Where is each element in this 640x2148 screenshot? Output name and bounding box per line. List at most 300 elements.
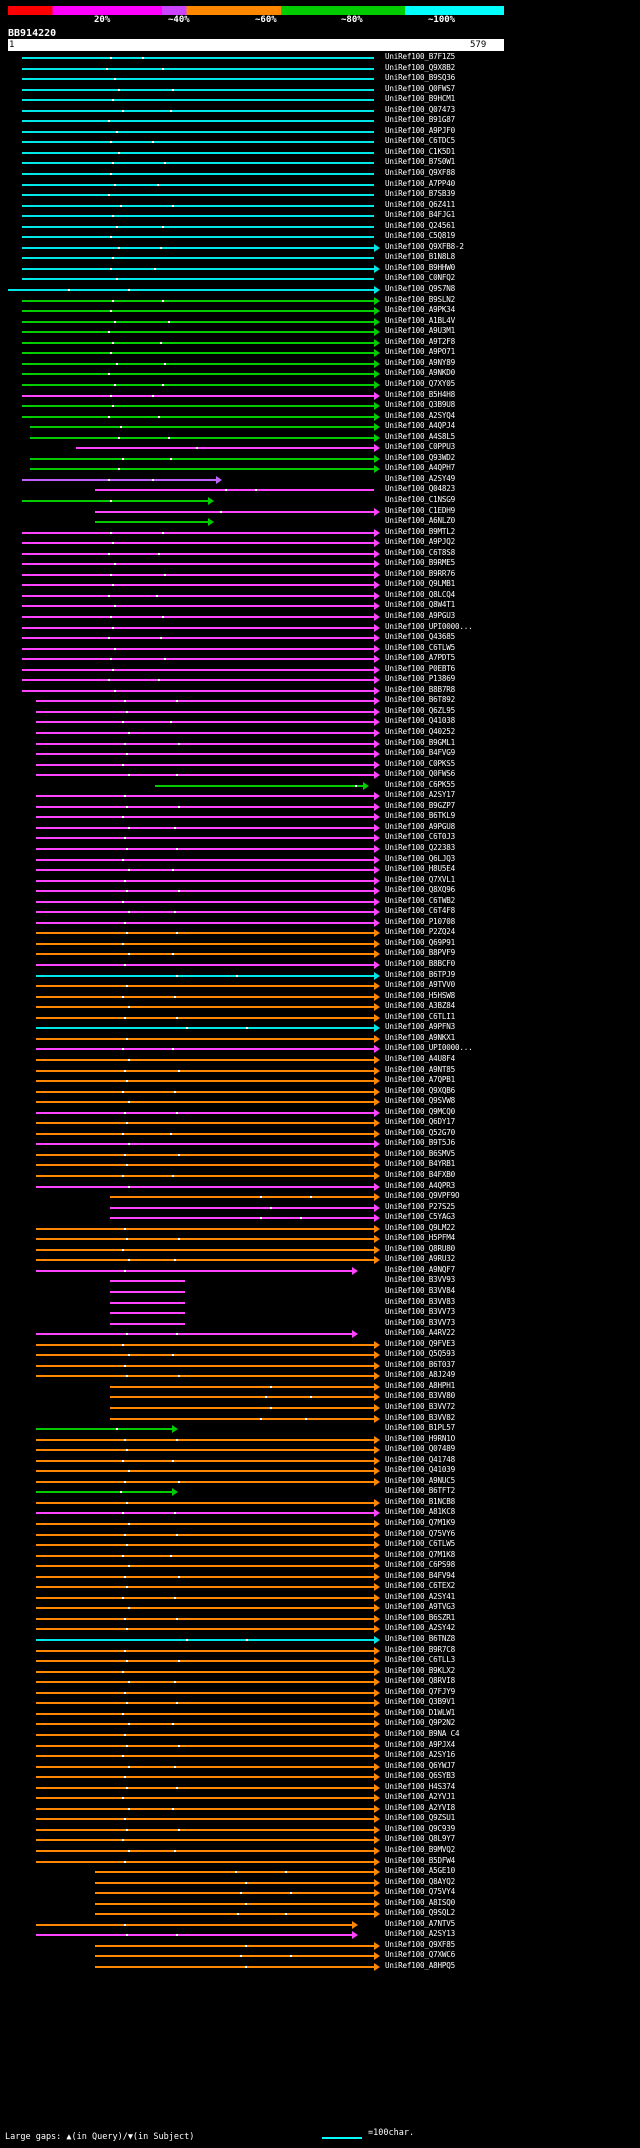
hit-bar[interactable] [36,1259,374,1261]
hit-bar[interactable] [36,1112,374,1114]
hit-label[interactable]: UniRef100_B9KLX2 [385,1665,455,1675]
hit-row[interactable] [0,739,640,750]
hit-bar[interactable] [36,880,374,882]
hit-label[interactable]: UniRef100_A9TVV0 [385,980,455,990]
hit-row[interactable] [0,1150,640,1161]
hit-row[interactable] [0,1951,640,1962]
hit-row[interactable] [0,1087,640,1098]
hit-label[interactable]: UniRef100_B4FV94 [385,1570,455,1580]
hit-row[interactable] [0,1741,640,1752]
hit-label[interactable]: UniRef100_Q9XQB6 [385,1085,455,1095]
hit-bar[interactable] [36,1829,374,1831]
hit-label[interactable]: UniRef100_A7QPB1 [385,1075,455,1085]
hit-row[interactable] [0,823,640,834]
hit-row[interactable] [0,760,640,771]
hit-row[interactable] [0,1371,640,1382]
hit-label[interactable]: UniRef100_A9PO71 [385,347,455,357]
hit-row[interactable] [0,169,640,180]
hit-row[interactable] [0,981,640,992]
hit-row[interactable] [0,1930,640,1941]
hit-label[interactable]: UniRef100_H9RN1O [385,1433,455,1443]
hit-label[interactable]: UniRef100_A8ISQ0 [385,1897,455,1907]
hit-label[interactable]: UniRef100_Q07489 [385,1444,455,1454]
hit-bar[interactable] [36,721,374,723]
hit-row[interactable] [0,496,640,507]
hit-label[interactable]: UniRef100_Q41039 [385,1465,455,1475]
hit-row[interactable] [0,1688,640,1699]
hit-bar[interactable] [22,331,374,333]
hit-label[interactable]: UniRef100_A9T2F8 [385,336,455,346]
hit-bar[interactable] [36,1818,374,1820]
hit-row[interactable] [0,1445,640,1456]
hit-label[interactable]: UniRef100_C5YAG3 [385,1212,455,1222]
hit-row[interactable] [0,1182,640,1193]
hit-label[interactable]: UniRef100_Q5Q593 [385,1349,455,1359]
hit-bar[interactable] [36,1470,374,1472]
hit-label[interactable]: UniRef100_Q43685 [385,632,455,642]
hit-row[interactable] [0,1224,640,1235]
hit-row[interactable] [0,190,640,201]
hit-label[interactable]: UniRef100_B5H4H8 [385,389,455,399]
hit-bar[interactable] [36,1175,374,1177]
hit-row[interactable] [0,1403,640,1414]
hit-bar[interactable] [36,1502,374,1504]
hit-bar[interactable] [155,785,363,787]
hit-bar[interactable] [36,774,374,776]
hit-label[interactable]: UniRef100_B1N8L8 [385,252,455,262]
hit-row[interactable] [0,74,640,85]
hit-row[interactable] [0,1624,640,1635]
hit-bar[interactable] [36,1797,374,1799]
hit-bar[interactable] [36,901,374,903]
hit-bar[interactable] [36,1544,374,1546]
hit-row[interactable] [0,897,640,908]
hit-bar[interactable] [36,1270,352,1272]
hit-label[interactable]: UniRef100_B3VV93 [385,1275,455,1285]
hit-row[interactable] [0,1519,640,1530]
hit-bar[interactable] [36,1101,374,1103]
hit-label[interactable]: UniRef100_C6T4F8 [385,906,455,916]
hit-label[interactable]: UniRef100_Q9VPF9O [385,1191,460,1201]
hit-label[interactable]: UniRef100_C1NSG9 [385,494,455,504]
hit-bar[interactable] [22,300,374,302]
hit-bar[interactable] [36,1512,374,1514]
hit-label[interactable]: UniRef100_Q9MCQ0 [385,1106,455,1116]
hit-bar[interactable] [36,859,374,861]
hit-row[interactable] [0,53,640,64]
hit-bar[interactable] [36,985,374,987]
hit-row[interactable] [0,791,640,802]
hit-bar[interactable] [110,1280,185,1282]
hit-label[interactable]: UniRef100_B5DFW4 [385,1855,455,1865]
hit-row[interactable] [0,1572,640,1583]
hit-bar[interactable] [22,479,216,481]
hit-label[interactable]: UniRef100_A9PFN3 [385,1022,455,1032]
hit-bar[interactable] [36,1618,374,1620]
hit-label[interactable]: UniRef100_B1PL57 [385,1423,455,1433]
hit-row[interactable] [0,401,640,412]
hit-label[interactable]: UniRef100_Q7XVL1 [385,874,455,884]
hit-label[interactable]: UniRef100_B6T037 [385,1359,455,1369]
hit-row[interactable] [0,949,640,960]
hit-bar[interactable] [22,278,374,280]
hit-label[interactable]: UniRef100_A9NKX1 [385,1032,455,1042]
hit-row[interactable] [0,928,640,939]
hit-label[interactable]: UniRef100_B3VV73 [385,1307,455,1317]
hit-bar[interactable] [22,215,374,217]
hit-bar[interactable] [22,194,374,196]
hit-bar[interactable] [22,679,374,681]
hit-row[interactable] [0,106,640,117]
hit-bar[interactable] [36,1491,172,1493]
hit-row[interactable] [0,844,640,855]
hit-bar[interactable] [22,658,374,660]
hit-bar[interactable] [36,1787,374,1789]
hit-row[interactable] [0,1530,640,1541]
hit-bar[interactable] [22,595,374,597]
hit-label[interactable]: UniRef100_A9NKD0 [385,368,455,378]
hit-label[interactable]: UniRef100_Q9LMB1 [385,579,455,589]
hit-bar[interactable] [36,827,374,829]
hit-bar[interactable] [22,321,374,323]
hit-row[interactable] [0,380,640,391]
hit-bar[interactable] [110,1312,185,1314]
hit-bar[interactable] [36,1428,172,1430]
hit-label[interactable]: UniRef100_Q7FJY9 [385,1686,455,1696]
hit-label[interactable]: UniRef100_B7SB39 [385,189,455,199]
hit-bar[interactable] [22,268,374,270]
hit-label[interactable]: UniRef100_C5Q819 [385,231,455,241]
hit-bar[interactable] [22,690,374,692]
hit-bar[interactable] [36,943,374,945]
hit-bar[interactable] [36,732,374,734]
hit-row[interactable] [0,285,640,296]
hit-row[interactable] [0,1846,640,1857]
hit-row[interactable] [0,1203,640,1214]
hit-row[interactable] [0,1551,640,1562]
hit-bar[interactable] [22,236,374,238]
hit-label[interactable]: UniRef100_C6TDC5 [385,136,455,146]
hit-label[interactable]: UniRef100_A6NLZ0 [385,516,455,526]
hit-label[interactable]: UniRef100_Q8RU80 [385,1243,455,1253]
hit-bar[interactable] [22,669,374,671]
hit-bar[interactable] [36,1164,374,1166]
hit-row[interactable] [0,855,640,866]
hit-bar[interactable] [22,173,374,175]
hit-label[interactable]: UniRef100_A9PJF0 [385,125,455,135]
hit-label[interactable]: UniRef100_Q8AYQ2 [385,1876,455,1886]
hit-row[interactable] [0,127,640,138]
hit-bar[interactable] [30,437,374,439]
hit-bar[interactable] [22,373,374,375]
hit-bar[interactable] [22,342,374,344]
hit-bar[interactable] [22,110,374,112]
hit-label[interactable]: UniRef100_A9PJX4 [385,1739,455,1749]
hit-row[interactable] [0,1751,640,1762]
hit-row[interactable] [0,1350,640,1361]
hit-label[interactable]: UniRef100_Q0FWS7 [385,83,455,93]
hit-bar[interactable] [22,57,374,59]
hit-bar[interactable] [22,416,374,418]
hit-row[interactable] [0,137,640,148]
hit-row[interactable] [0,1962,640,1973]
hit-label[interactable]: UniRef100_Q24561 [385,220,455,230]
hit-row[interactable] [0,1076,640,1087]
hit-row[interactable] [0,201,640,212]
hit-bar[interactable] [36,1660,374,1662]
hit-row[interactable] [0,422,640,433]
hit-row[interactable] [0,348,640,359]
hit-label[interactable]: UniRef100_Q07473 [385,104,455,114]
hit-row[interactable] [0,1614,640,1625]
hit-row[interactable] [0,665,640,676]
hit-row[interactable] [0,475,640,486]
hit-bar[interactable] [22,542,374,544]
hit-label[interactable]: UniRef100_A2SY41 [385,1591,455,1601]
hit-row[interactable] [0,1867,640,1878]
hit-row[interactable] [0,1456,640,1467]
hit-label[interactable]: UniRef100_Q8LCQ4 [385,589,455,599]
hit-label[interactable]: UniRef100_A9NT85 [385,1064,455,1074]
hit-bar[interactable] [36,1681,374,1683]
hit-bar[interactable] [36,1375,374,1377]
hit-bar[interactable] [36,1934,352,1936]
hit-bar[interactable] [36,1333,352,1335]
hit-bar[interactable] [36,1565,374,1567]
hit-bar[interactable] [36,932,374,934]
hit-row[interactable] [0,907,640,918]
hit-label[interactable]: UniRef100_B9MVQ2 [385,1844,455,1854]
hit-row[interactable] [0,180,640,191]
hit-bar[interactable] [36,1713,374,1715]
hit-row[interactable] [0,1593,640,1604]
hit-bar[interactable] [22,162,374,164]
hit-bar[interactable] [95,1882,374,1884]
hit-bar[interactable] [36,1555,374,1557]
hit-bar[interactable] [95,1966,374,1968]
hit-row[interactable] [0,812,640,823]
hit-bar[interactable] [110,1396,374,1398]
hit-bar[interactable] [22,616,374,618]
hit-row[interactable] [0,1129,640,1140]
hit-row[interactable] [0,391,640,402]
hit-label[interactable]: UniRef100_A81KC8 [385,1507,455,1517]
hit-label[interactable]: UniRef100_Q40252 [385,727,455,736]
hit-bar[interactable] [22,78,374,80]
hit-bar[interactable] [36,1449,374,1451]
hit-row[interactable] [0,865,640,876]
hit-label[interactable]: UniRef100_A8HPQ5 [385,1960,455,1970]
hit-row[interactable] [0,95,640,106]
hit-row[interactable] [0,1382,640,1393]
hit-bar[interactable] [36,1586,374,1588]
hit-row[interactable] [0,1857,640,1868]
hit-row[interactable] [0,1329,640,1340]
hit-bar[interactable] [36,1048,374,1050]
hit-label[interactable]: UniRef100_C6TLI1 [385,1011,455,1021]
hit-label[interactable]: UniRef100_B9SLN2 [385,294,455,304]
hit-row[interactable] [0,992,640,1003]
hit-label[interactable]: UniRef100_Q22383 [385,843,455,853]
hit-bar[interactable] [110,1407,374,1409]
hit-bar[interactable] [22,247,374,249]
hit-row[interactable] [0,1762,640,1773]
hit-bar[interactable] [95,1955,374,1957]
hit-row[interactable] [0,1635,640,1646]
hit-row[interactable] [0,528,640,539]
hit-bar[interactable] [36,975,374,977]
hit-bar[interactable] [22,395,374,397]
hit-label[interactable]: UniRef100_Q8XQ96 [385,885,455,895]
hit-row[interactable] [0,833,640,844]
hit-bar[interactable] [36,1692,374,1694]
hit-label[interactable]: UniRef100_B3VV84 [385,1285,455,1295]
hit-label[interactable]: UniRef100_B9GZP7 [385,800,455,810]
hit-label[interactable]: UniRef100_Q7XWC6 [385,1950,455,1960]
hit-row[interactable] [0,960,640,971]
hit-row[interactable] [0,686,640,697]
hit-bar[interactable] [36,1017,374,1019]
hit-label[interactable]: UniRef100_B6SZR1 [385,1612,455,1622]
hit-bar[interactable] [36,711,374,713]
hit-label[interactable]: UniRef100_UPI0000... [385,1043,473,1053]
hit-row[interactable] [0,1540,640,1551]
hit-bar[interactable] [36,1365,374,1367]
hit-label[interactable]: UniRef100_A4QPH7 [385,463,455,473]
hit-bar[interactable] [36,1734,374,1736]
hit-row[interactable] [0,1825,640,1836]
hit-row[interactable] [0,1066,640,1077]
hit-label[interactable]: UniRef100_B6TNZ8 [385,1634,455,1644]
hit-label[interactable]: UniRef100_A4U8F4 [385,1053,455,1063]
hit-label[interactable]: UniRef100_B4FJG1 [385,210,455,220]
hit-row[interactable] [0,633,640,644]
hit-row[interactable] [0,1466,640,1477]
hit-label[interactable]: UniRef100_P10708 [385,916,455,926]
hit-label[interactable]: UniRef100_Q6SYB3 [385,1771,455,1781]
hit-bar[interactable] [22,553,374,555]
hit-row[interactable] [0,327,640,338]
hit-label[interactable]: UniRef100_B3VV83 [385,1296,455,1306]
hit-label[interactable]: UniRef100_B9SQ36 [385,73,455,83]
hit-label[interactable]: UniRef100_Q7XY05 [385,378,455,388]
hit-row[interactable] [0,1108,640,1119]
hit-bar[interactable] [36,1839,374,1841]
hit-label[interactable]: UniRef100_A2SY16 [385,1750,455,1760]
hit-label[interactable]: UniRef100_B4FXB0 [385,1169,455,1179]
hit-label[interactable]: UniRef100_Q04823 [385,484,455,494]
hit-label[interactable]: UniRef100_B7S0W1 [385,157,455,167]
hit-bar[interactable] [95,511,374,513]
hit-label[interactable]: UniRef100_B3VV80 [385,1391,455,1401]
hit-label[interactable]: UniRef100_C6T0J3 [385,832,455,842]
hit-bar[interactable] [36,1186,374,1188]
hit-bar[interactable] [22,605,374,607]
hit-bar[interactable] [22,500,208,502]
hit-bar[interactable] [36,700,374,702]
hit-bar[interactable] [22,131,374,133]
hit-row[interactable] [0,264,640,275]
hit-row[interactable] [0,1709,640,1720]
hit-label[interactable]: UniRef100_UPI0000... [385,621,473,631]
hit-label[interactable]: UniRef100_A4QPR3 [385,1180,455,1190]
hit-label[interactable]: UniRef100_B9RME5 [385,558,455,568]
hit-row[interactable] [0,1055,640,1066]
hit-bar[interactable] [36,890,374,892]
hit-label[interactable]: UniRef100_A8HPH1 [385,1380,455,1390]
hit-row[interactable] [0,412,640,423]
hit-label[interactable]: UniRef100_C6PK55 [385,779,455,789]
hit-bar[interactable] [110,1418,374,1420]
hit-label[interactable]: UniRef100_A2YVI8 [385,1802,455,1812]
hit-label[interactable]: UniRef100_B9MTL2 [385,526,455,536]
hit-row[interactable] [0,232,640,243]
hit-bar[interactable] [36,922,374,924]
hit-bar[interactable] [36,795,374,797]
hit-row[interactable] [0,1909,640,1920]
hit-row[interactable] [0,1002,640,1013]
hit-row[interactable] [0,971,640,982]
hit-label[interactable]: UniRef100_C6TWB2 [385,895,455,905]
hit-label[interactable]: UniRef100_A9TVG3 [385,1602,455,1612]
hit-row[interactable] [0,1044,640,1055]
hit-row[interactable] [0,443,640,454]
hit-row[interactable] [0,749,640,760]
hit-label[interactable]: UniRef100_C6TLW5 [385,1539,455,1549]
hit-label[interactable]: UniRef100_B9NA C4 [385,1728,460,1738]
hit-bar[interactable] [36,1766,374,1768]
hit-row[interactable] [0,306,640,317]
hit-row[interactable] [0,1878,640,1889]
hit-label[interactable]: UniRef100_B8PVF9 [385,948,455,958]
hit-row[interactable] [0,1656,640,1667]
hit-label[interactable]: UniRef100_B9HCM1 [385,94,455,104]
hit-bar[interactable] [22,226,374,228]
hit-row[interactable] [0,1487,640,1498]
hit-row[interactable] [0,1920,640,1931]
hit-bar[interactable] [36,1755,374,1757]
hit-label[interactable]: UniRef100_A7PDT5 [385,653,455,663]
hit-row[interactable] [0,707,640,718]
hit-label[interactable]: UniRef100_A7NTV5 [385,1918,455,1928]
hit-label[interactable]: UniRef100_Q0FWS6 [385,769,455,779]
hit-row[interactable] [0,1941,640,1952]
hit-label[interactable]: UniRef100_Q9XF88 [385,168,455,178]
hit-bar[interactable] [36,1523,374,1525]
hit-bar[interactable] [22,563,374,565]
hit-bar[interactable] [36,1460,374,1462]
hit-row[interactable] [0,886,640,897]
hit-row[interactable] [0,1772,640,1783]
hit-row[interactable] [0,296,640,307]
hit-row[interactable] [0,1160,640,1171]
hit-row[interactable] [0,1667,640,1678]
hit-row[interactable] [0,770,640,781]
hit-bar[interactable] [22,184,374,186]
hit-row[interactable] [0,1804,640,1815]
hit-bar[interactable] [36,1354,374,1356]
hit-row[interactable] [0,1139,640,1150]
hit-row[interactable] [0,918,640,929]
hit-label[interactable]: UniRef100_P27S25 [385,1201,455,1211]
hit-bar[interactable] [36,1059,374,1061]
hit-bar[interactable] [36,1143,374,1145]
hit-bar[interactable] [22,574,374,576]
hit-label[interactable]: UniRef100_Q9S7N8 [385,284,455,294]
hit-row[interactable] [0,1582,640,1593]
hit-bar[interactable] [110,1302,185,1304]
hit-bar[interactable] [22,99,374,101]
